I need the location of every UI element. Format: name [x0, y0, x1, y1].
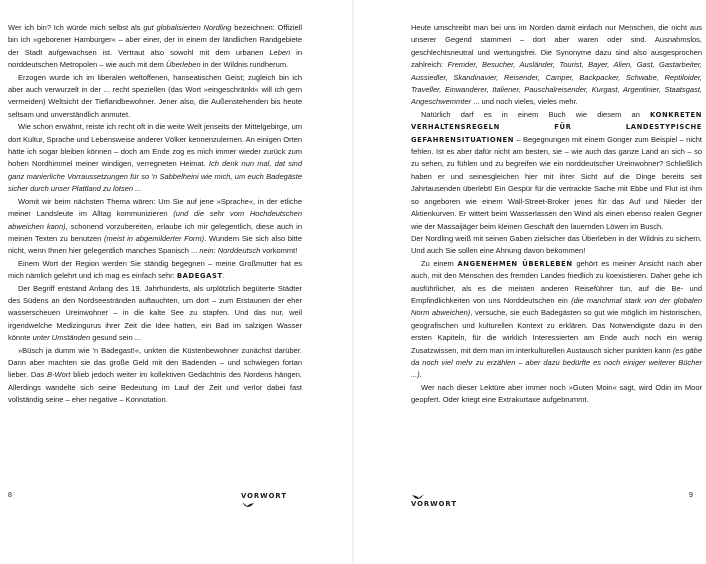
text-run: Natürlich darf es in einem Buch wie diesem an: [421, 109, 651, 119]
paragraph: [8, 258, 302, 283]
running-header-label: VORWORT: [411, 500, 457, 508]
emphasis-term: KONKRETEN VERHALTENSREGELN FÜR LANDESTYPISCHE GEFAHRENSITUATIONEN: [411, 110, 702, 144]
text-run: – Begegnungen mit einem Gonger zum Beispiel – nicht fehlen. Ist es aber dafür nicht am besten, sie – wie auch das ganze Land an sich – so zu sehen, zu fühlen und zu begreifen wie ein norddeutscher Ureinwohner? Schließlich haben er und seinesgleichen hier mit ihrer Sicht auf die Dinge bereits seit Jahrtausenden überlebt! Ein Gespür für die vertrackte Sache mit Ebbe und Flut ist ihm so angeboren wie einem Wall-Street-Broker jenes für das Auf und Nieder der Aktienkurven. Er wittert beim Wasserlassen den Wind als einen ebenso realen Gegner wie der Massaijäger beim kleinen Geschäft den lauernden Löwen im Busch.: [411, 134, 702, 231]
text-run: gesund sein ...: [90, 333, 142, 343]
seagull-icon: [241, 500, 255, 508]
paragraph: [8, 22, 302, 72]
text-run: Der Nordling weiß mit seinen Gaben zielsicher das Überleben in der Wildnis zu sichern. Und auch Sie sollen eine Ahnung davon bekommen!: [411, 233, 702, 256]
text-run: Wie schon erwähnt, reiste ich recht oft in die weite Welt jenseits der Mittelgebirge, um dort Kultur, Sprache und Lebensweise anderer Völker kennenzulernen. An einigen Orten hätte ich sogar bleiben können – doch am Ende zog es mich immer wieder zurück zum hohen Nordhimmel meiner windigen, verregneten Heimat.: [8, 122, 302, 169]
text-run: ... und noch vieles, vieles mehr.: [471, 97, 578, 107]
italic-text: (und die sehr vom Hochdeutschen abweichen kann): [8, 209, 303, 231]
text-run: gehört es meiner Ansicht nach aber auch, mit den Menschen des fremden Landes friedlich zu koexistieren. Daher gehe ich ausführlicher, als es die meisten anderen Reiseführer tun, auf die Be- und Empfindlichkeiten von uns Norddeutschen ein: [411, 258, 703, 305]
seagull-icon: [411, 492, 425, 500]
right-page: [353, 0, 706, 564]
italic-text: Fremder, Besucher, Ausländer, Tourist, Bayer, Alien, Gast, Gastarbeiter, Aussiedler, Skandinavier, Reisender, Camper, Backpacker, Schwabe, Reptiloider, Traveller, Einwanderer, Italiener, Pauschalreisender, Kurgast, Argentinier, Staatsgast, Angeschwemmter: [411, 60, 702, 107]
paragraph: [8, 121, 302, 195]
text-run: in der Wildnis rundherum.: [200, 60, 289, 70]
paragraph: [411, 109, 702, 233]
italic-text: (es gäbe da noch viel mehr zu erzählen – aber dazu bedürfte es noch einiger weiterer Bücher ...): [411, 345, 703, 380]
left-page-body: [8, 22, 302, 407]
paragraph: [8, 196, 302, 258]
paragraph: [411, 22, 702, 109]
paragraph: [8, 72, 302, 122]
text-run: Zu einem: [421, 258, 458, 268]
italic-text: (meist in abgemilderter Form): [104, 233, 205, 243]
italic-text: unter Umständen: [32, 333, 91, 343]
italic-text: Ich denk nun mal, dat sind ganz manierliche Vorraussetzungen für so 'n Sabbelheini wie mich, um euch Badegäste sicher durch unser Plattland zu lotsen ...: [8, 159, 302, 194]
text-run: Der Begriff entstand Anfang des 19. Jahrhunderts, als urplötzlich begüterte Städter des Südens an den Nordseestränden auftauchten, um dort – zum Erstaunen der eher wasserscheuen Ureinwohner – in die kalte See zu stapfen. Und das nur, weil irgendwelche Medizingurus ihrer Zeit die Idee hatten, ein Bad im salzigen Wasser könnte: [8, 283, 302, 343]
text-run: Einem Wort der Region werden Sie ständig begegnen – meine Großmutter hat es mich nämlich gelehrt und ich mag es einfach sehr:: [8, 258, 302, 281]
text-run: .: [222, 271, 225, 281]
running-header-label: VORWORT: [241, 492, 287, 500]
emphasis-term: ANGENEHMEN ÜBERLEBEN: [457, 259, 573, 268]
italic-text: Überleben: [166, 60, 201, 70]
page-number: 8: [8, 492, 12, 499]
running-header: [411, 492, 457, 508]
text-run: in norddeutschen Metropolen – wie auch mit dem: [8, 47, 303, 70]
paragraph: [411, 233, 702, 258]
running-header: [241, 492, 287, 508]
italic-text: gut globalisierten Nordling: [143, 23, 232, 32]
paragraph: [411, 258, 702, 382]
paragraph: [8, 283, 302, 345]
italic-text: B-Wort: [46, 370, 71, 380]
text-run: , versuche, sie euch Badegästen so gut wie möglich im historischen, geografischen und kulturellen Kontext zu erklären. Das Notwendigste dazu in den ersten Kapiteln, für die wirklich Interessierten am Ende auch noch ein wenig Zusatzwissen, mit dem man im interkulturellen Austausch sicher punkten kann: [411, 308, 702, 355]
emphasis-term: BADEGAST: [176, 272, 223, 281]
paragraph: [8, 345, 302, 407]
text-run: vorkommt!: [260, 246, 298, 256]
text-run: Wer nach dieser Lektüre aber immer noch »Guten Moin« sagt, wird Odin im Moor geopfert. Oder kriegt eine Extrakurtaxe aufgebrummt.: [411, 382, 702, 405]
text-run: Heute umschreibt man bei uns im Norden damit einfach nur Menschen, die nicht aus unserer Gegend stammen – dort aber waren oder sind. Ausnahmslos, geschlechtsneutral und wertungsfrei. Die Synonyme dazu sind also ausgesprochen zahlreich:: [411, 23, 702, 70]
paragraph: [411, 382, 702, 407]
italic-text: (die manchmal stark von der globalen Norm abweichen): [411, 295, 702, 318]
text-run: bezeichnen: Offiziell bin ich »geborener Hamburger« – aber einer, der in einem der ländlichen Randgebiete der Stadt aufgewachsen ist. Vertraut also sowohl mit dem urbanen: [8, 23, 303, 57]
text-run: blieb jedoch weiter im kollektiven Gedächtnis des Nordens hängen. Allerdings wandelte sich seine Bedeutung im Lauf der Zeit und verlor dabei fast vollständig seine – eher negative – Konnotation.: [8, 370, 302, 405]
italic-text: Leben: [269, 47, 291, 57]
text-run: .: [419, 370, 422, 380]
page-number: 9: [689, 492, 693, 499]
text-run: . Wundern Sie sich also bitte nicht, wenn Ihnen hier gelegentlich manches Spanisch ...: [8, 233, 302, 256]
italic-text: nein: Norddeutsch: [199, 246, 261, 256]
right-page-body: [411, 22, 702, 407]
text-run: »Büsch ja dumm wie 'n Badegast!«, unkten die Küstenbewohner zunächst darüber. Dann aber machten sie das große Geld mit den Badenden – und schwiegen fortan lieber. Das: [8, 345, 302, 380]
text-run: , schonend vorzubereiten, erlaube ich mir gelegentlich, diese auch in meinen Texten zu benutzen: [8, 221, 302, 243]
text-run: Erzogen wurde ich im liberalen weltoffenen, hanseatischen Geist; zugleich bin ich aber auch verwurzelt in der ... recht speziellen (das Wort »eingeschränkt« will ich gern vermeiden) Weltsicht der Tieflandbewohner. Jener also, die Außenstehenden bis heute seltsam und unverständlich anmutet.: [8, 72, 302, 119]
text-run: Womit wir beim nächsten Thema wären: Um Sie auf jene »Sprache«, in der etliche meiner Landsleute im Alltag kommunizieren: [8, 196, 302, 219]
text-run: Wer ich bin? Ich würde mich selbst als: [8, 23, 144, 32]
